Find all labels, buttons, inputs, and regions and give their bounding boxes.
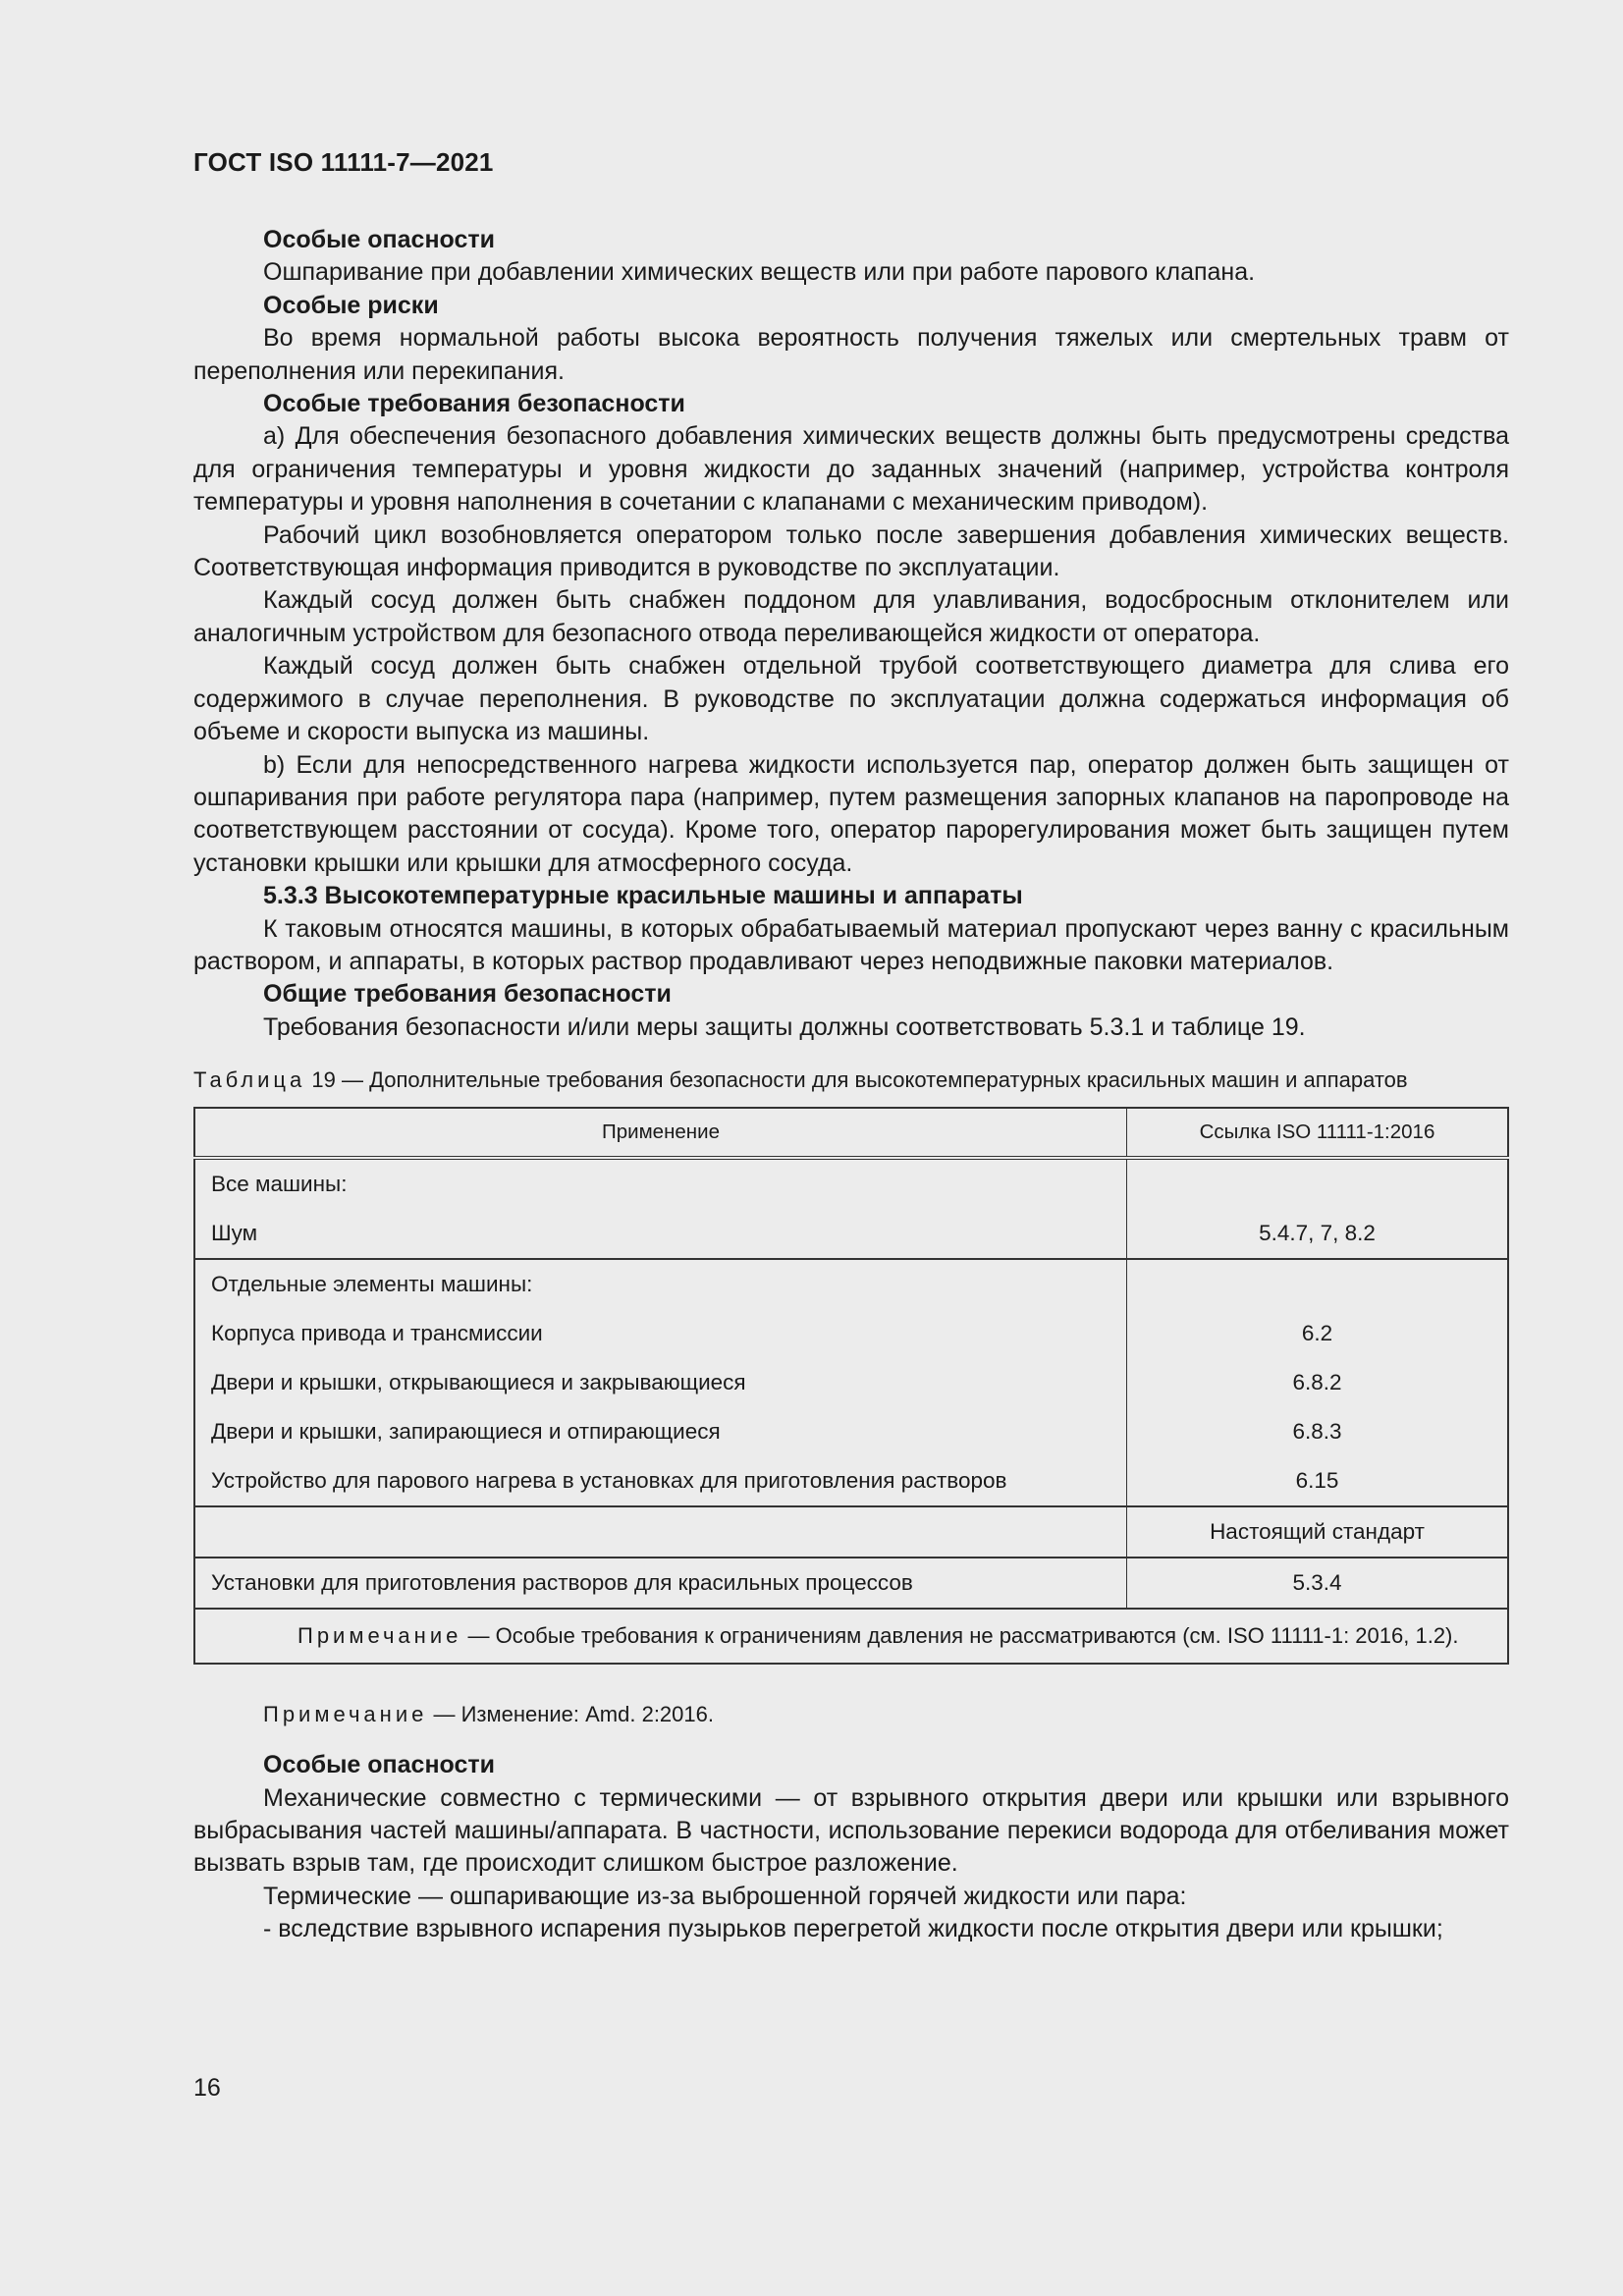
paragraph-bullet-evaporation: - вследствие взрывного испарения пузырьков перегретой жидкости после открытия двери или крышки;: [263, 1915, 1443, 1943]
page-number: 16: [193, 2074, 221, 2102]
paragraph-work-cycle: Рабочий цикл возобновляется оператором только после завершения добавления химических веществ. Соответствующая информация приводится в руководстве по эксплуатации.: [193, 520, 1509, 582]
group-title-machine-elements: Отдельные элементы машины:: [194, 1259, 1127, 1309]
reference-cell: [1127, 1158, 1509, 1209]
document-code: ГОСТ ISO 11111-7—2021: [193, 147, 494, 177]
row-ref-doors-lock: 6.8.3: [1127, 1407, 1509, 1456]
row-ref-housing: 6.2: [1127, 1309, 1509, 1358]
heading-special-requirements: Особые требования безопасности: [263, 390, 685, 418]
table-caption: [193, 1066, 1509, 1095]
row-label-noise: Шум: [211, 1221, 258, 1246]
paragraph-general-requirements: Требования безопасности и/или меры защиты должны соответствовать 5.3.1 и таблице 19.: [263, 1012, 1306, 1041]
note-amendment: [263, 1700, 1509, 1729]
table-caption-text: 19 — Дополнительные требования безопасности для высокотемпературных красильных машин и аппаратов: [311, 1067, 1408, 1093]
row-ref-steam: 6.15: [1127, 1456, 1509, 1506]
table-row: [194, 1209, 1508, 1259]
paragraph-overflow-pipe: Каждый сосуд должен быть снабжен отдельной трубой соответствующего диаметра для слива его содержимого в случае переполнения. В руководстве по эксплуатации должна содержаться информация об объеме и скорости выпуска из машины.: [193, 652, 1509, 746]
heading-special-hazards: Особые опасности: [263, 226, 495, 253]
table-note-text: — Особые требования к ограничениям давления не рассматриваются (см. ISO 11111-1: 2016, 1.2).: [467, 1623, 1459, 1649]
section-title-5-3-3: 5.3.3 Высокотемпературные красильные машины и аппараты: [263, 882, 1023, 910]
table-row: [194, 1506, 1508, 1558]
paragraph-thermal: Термические — ошпаривающие из-за выброшенной горячей жидкости или пара:: [263, 1882, 1187, 1910]
row-ref-noise: 5.4.7, 7, 8.2: [1127, 1209, 1509, 1259]
table-row: [194, 1558, 1508, 1609]
table-row: [194, 1407, 1508, 1456]
paragraph-hazards: Ошпаривание при добавлении химических веществ или при работе парового клапана.: [263, 258, 1256, 287]
row-label-doors-open: Двери и крышки, открывающиеся и закрывающиеся: [211, 1370, 746, 1395]
table-row: [194, 1456, 1508, 1506]
group-title-all-machines: Все машины:: [211, 1172, 348, 1197]
table-row: [194, 1358, 1508, 1407]
row-label-steam: Устройство для парового нагрева в установках для приготовления растворов: [211, 1468, 1007, 1494]
paragraph-mechanical: Механические совместно с термическими — от взрывного открытия двери или крышки или взрывного выбрасывания частей машины/аппарата. В частности, использование перекиси водорода для отбеливания может вызвать взрыв там, где происходит слишком быстрое разложение.: [193, 1783, 1509, 1878]
table-note: [194, 1609, 1508, 1664]
row-label-plants: Установки для приготовления растворов для красильных процессов: [194, 1558, 1127, 1609]
table-note-word: Примечание: [298, 1623, 462, 1649]
table-row: [194, 1259, 1508, 1309]
page-content: [193, 224, 1509, 1946]
heading-special-hazards-2: Особые опасности: [263, 1751, 495, 1779]
paragraph-risks: Во время нормальной работы высока вероятность получения тяжелых или смертельных травм от переполнения или перекипания.: [193, 324, 1509, 385]
table-row: [194, 1158, 1508, 1209]
row-label-doors-lock: Двери и крышки, запирающиеся и отпирающиеся: [211, 1419, 721, 1445]
heading-special-risks: Особые риски: [263, 291, 439, 319]
table-note-row: [194, 1609, 1508, 1664]
empty-cell: [194, 1506, 1127, 1558]
table-caption-word: Таблица: [193, 1067, 306, 1093]
paragraph-item-a: a) Для обеспечения безопасного добавления химических веществ должны быть предусмотрены средства для ограничения температуры и уровня жидкости до заданных значений (например, устройства контроля температуры и уровня наполнения в сочетании с клапанами с механическим приводом).: [193, 422, 1509, 517]
column-header-application: Применение: [194, 1108, 1127, 1158]
reference-cell: [1127, 1259, 1509, 1309]
row-label-housing: Корпуса привода и трансмиссии: [211, 1321, 543, 1346]
column-header-reference: Ссылка ISO 11111-1:2016: [1127, 1108, 1509, 1158]
note-amendment-text: — Изменение: Amd. 2:2016.: [433, 1702, 714, 1727]
paragraph-drip-tray: Каждый сосуд должен быть снабжен поддоном для улавливания, водосбросным отклонителем или аналогичным устройством для безопасного отвода переливающейся жидкости от оператора.: [193, 586, 1509, 647]
row-ref-plants: 5.3.4: [1127, 1558, 1509, 1609]
row-ref-doors-open: 6.8.2: [1127, 1358, 1509, 1407]
paragraph-item-b: b) Если для непосредственного нагрева жидкости используется пар, оператор должен быть защищен от ошпаривания при работе регулятора пара (например, путем размещения запорных клапанов на паропроводе на соответствующем расстоянии от сосуда). Кроме того, оператор парорегулирования может быть защищен путем установки крышки или крышки для атмосферного сосуда.: [193, 750, 1509, 877]
row-ref-this-standard: Настоящий стандарт: [1127, 1506, 1509, 1558]
heading-general-requirements: Общие требования безопасности: [263, 980, 672, 1009]
table-row: [194, 1309, 1508, 1358]
note-amendment-word: Примечание: [263, 1702, 428, 1727]
requirements-table: [193, 1107, 1509, 1665]
paragraph-definition: К таковым относятся машины, в которых обрабатываемый материал пропускают через ванну с красильным раствором, и аппараты, в которых раствор продавливают через неподвижные паковки материалов.: [193, 914, 1509, 975]
table-header-row: [194, 1108, 1508, 1158]
